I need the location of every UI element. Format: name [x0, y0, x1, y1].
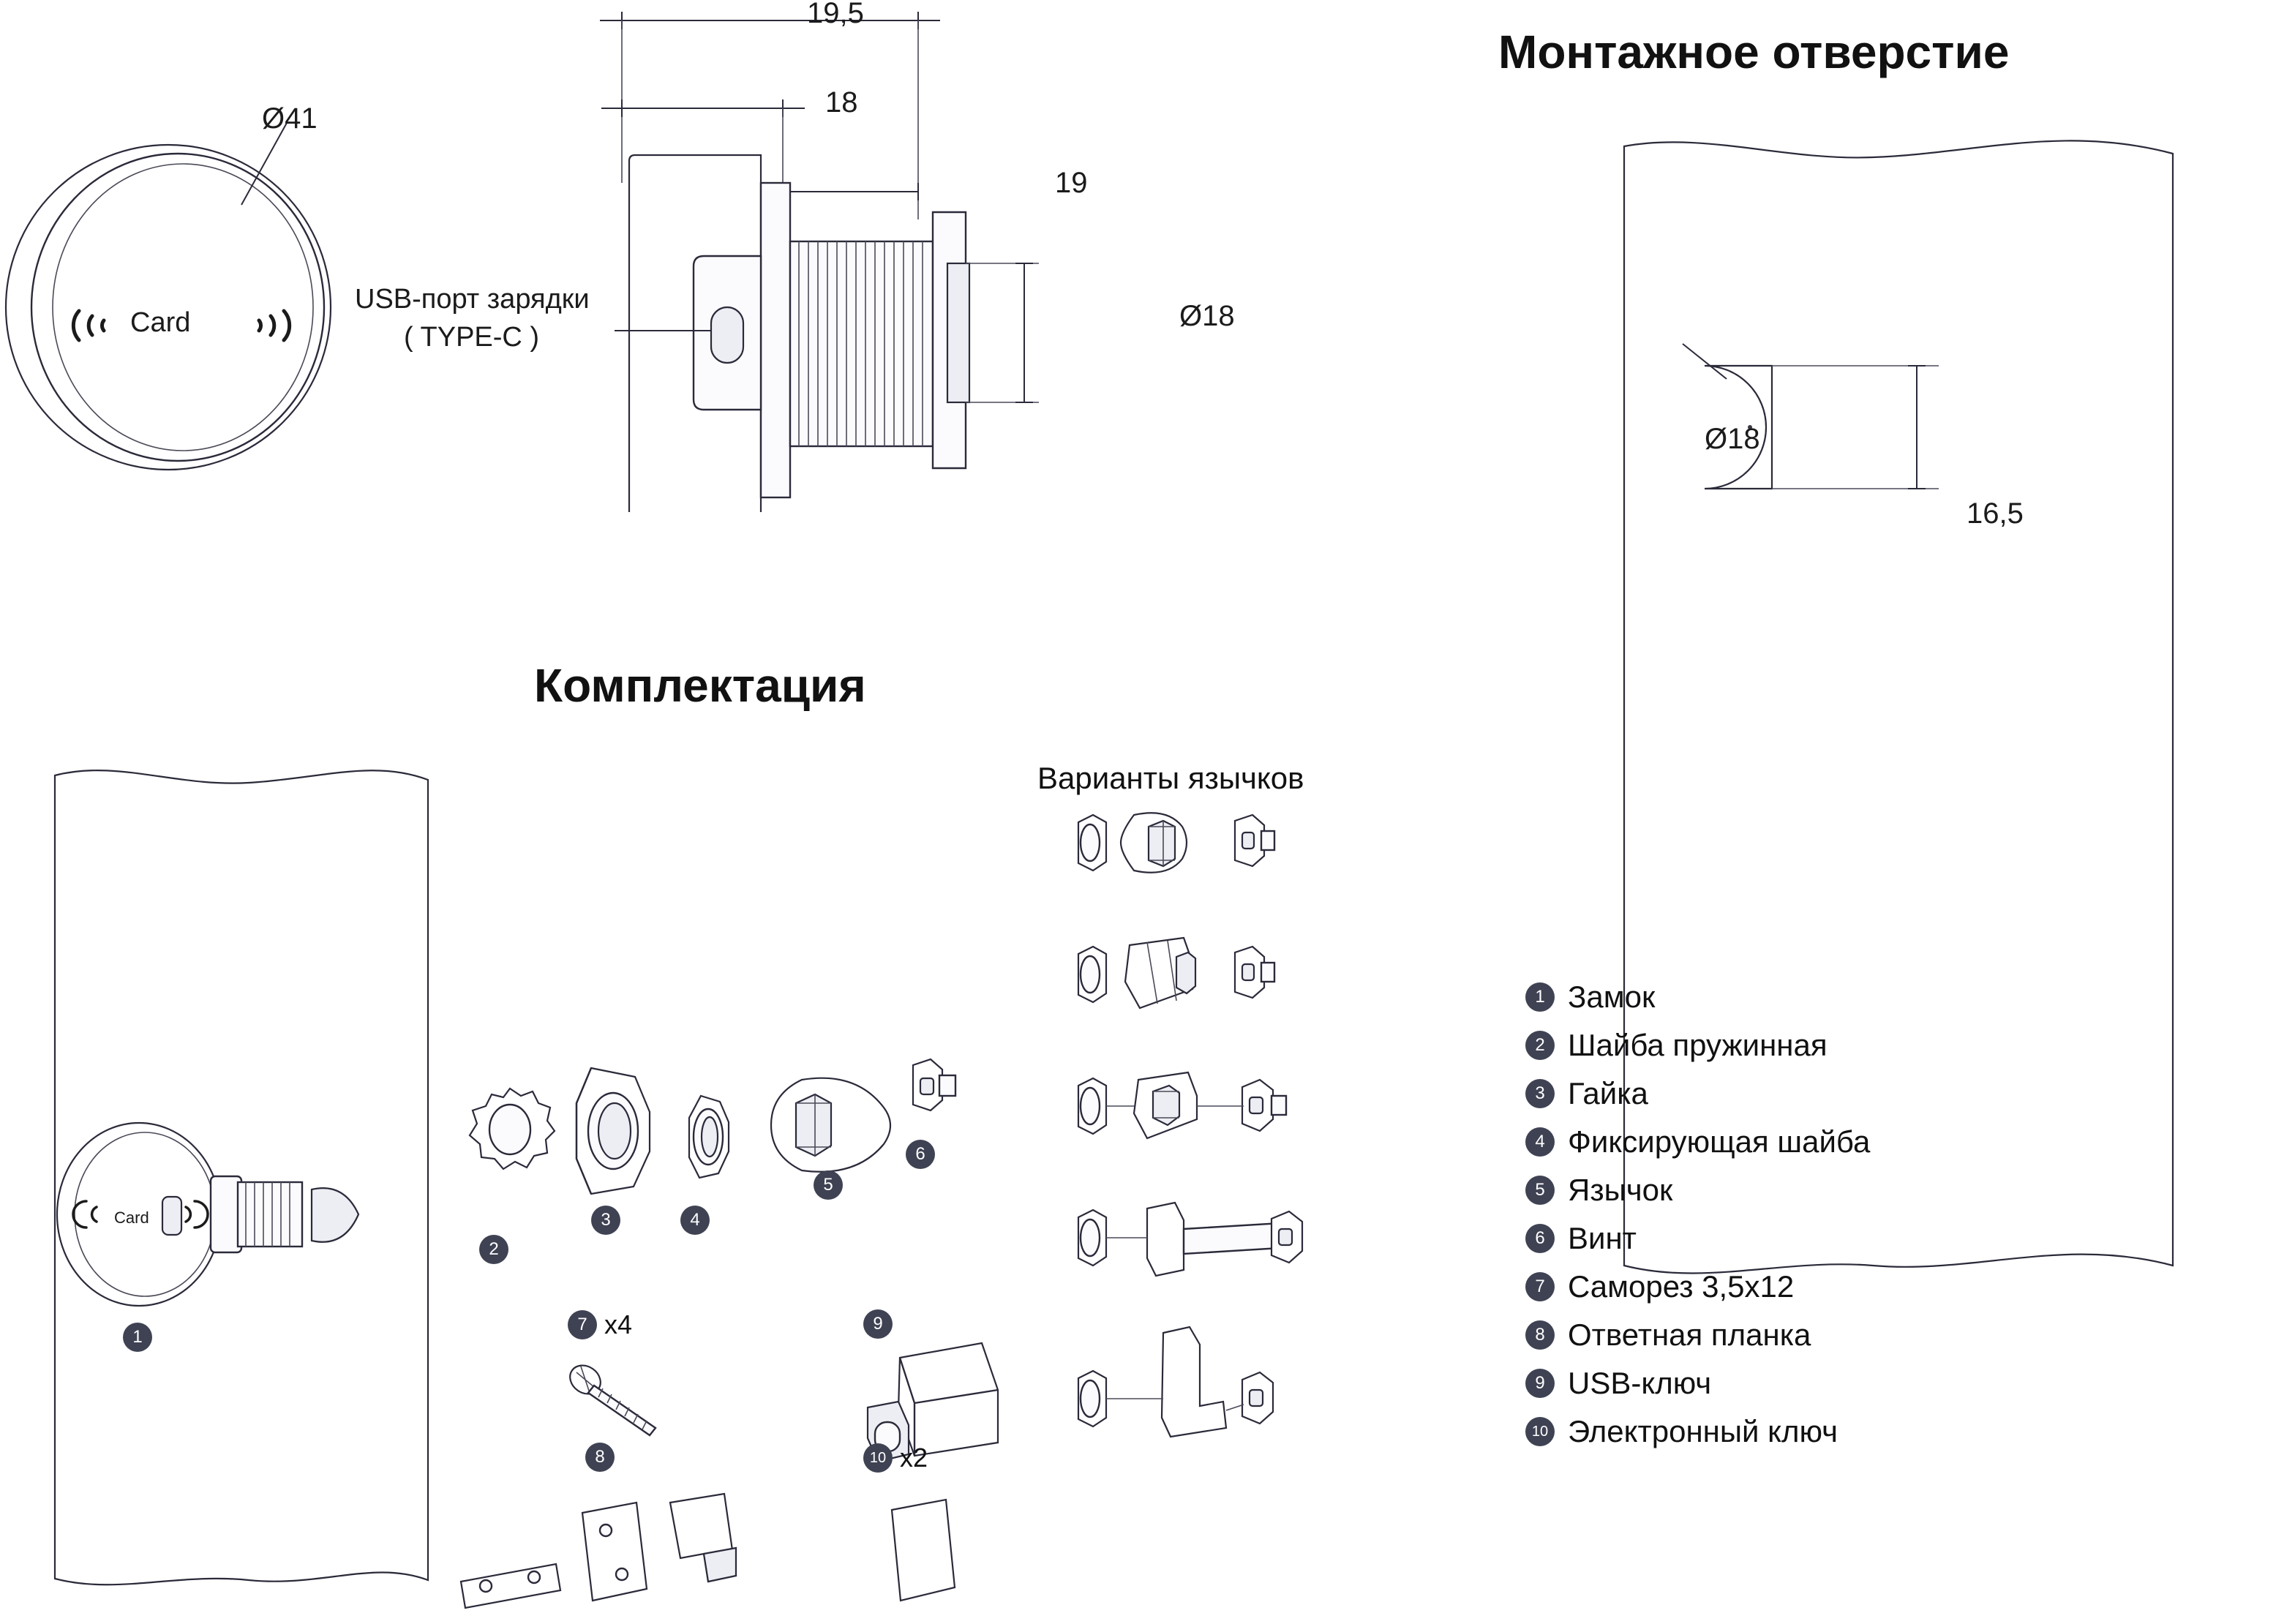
svg-text:Card: Card	[114, 1208, 149, 1227]
tongue-variants-heading: Варианты язычков	[1037, 761, 1304, 795]
exploded-lock-body	[51, 1112, 388, 1317]
marker-lock-number: 1	[123, 1323, 152, 1352]
marker-self-tapping-number: 7	[568, 1310, 597, 1339]
legend-label-3: Фиксирующая шайба	[1568, 1124, 1871, 1159]
legend-bullet-4: 5	[1525, 1176, 1555, 1205]
legend-bullet-9: 10	[1525, 1417, 1555, 1446]
part-strike-plate-set	[446, 1485, 797, 1617]
legend-item-4	[1525, 1166, 1870, 1214]
marker-strike-plate-number: 8	[585, 1443, 615, 1472]
legend-label-5: Винт	[1568, 1221, 1637, 1255]
legend-bullet-5: 6	[1525, 1224, 1555, 1253]
legend-bullet-1: 2	[1525, 1031, 1555, 1060]
legend-list	[1525, 973, 1870, 1456]
part-nut	[556, 1061, 673, 1200]
marker-electronic-key-number: 10	[863, 1443, 893, 1473]
marker-usb-key-number: 9	[863, 1309, 893, 1339]
legend-bullet-7: 8	[1525, 1320, 1555, 1350]
usb-port-label-line1: USB-порт зарядки	[355, 284, 590, 315]
tongue-variants-diagram	[1061, 805, 1412, 1551]
marker-fixing-washer	[680, 1206, 710, 1235]
legend-label-0: Замок	[1568, 980, 1656, 1014]
marker-tongue-number: 5	[814, 1170, 843, 1200]
legend-bullet-8: 9	[1525, 1369, 1555, 1398]
card-text: Card	[130, 307, 191, 338]
legend-label-8: USB-ключ	[1568, 1366, 1712, 1400]
legend-bullet-0: 1	[1525, 982, 1555, 1012]
part-spring-washer	[462, 1081, 557, 1184]
marker-nut-number: 3	[591, 1206, 620, 1235]
part-self-tapping-screw	[563, 1359, 680, 1440]
legend-label-1: Шайба пружинная	[1568, 1028, 1828, 1062]
legend-label-9: Электронный ключ	[1568, 1414, 1838, 1448]
legend-item-6	[1525, 1263, 1870, 1311]
self-tapping-quantity: x4	[604, 1309, 633, 1339]
front-view-diameter-label: Ø41	[262, 102, 318, 135]
marker-self-tapping-screw	[568, 1309, 632, 1340]
legend-bullet-2: 3	[1525, 1079, 1555, 1108]
marker-spring-washer-number: 2	[479, 1235, 508, 1264]
mounting-hole-offset-label: 16,5	[1967, 497, 2024, 530]
electronic-key-quantity: x2	[900, 1443, 928, 1473]
marker-screw-number: 6	[906, 1140, 935, 1169]
legend-item-1	[1525, 1021, 1870, 1069]
part-screw	[891, 1052, 964, 1140]
part-fixing-washer	[667, 1090, 748, 1185]
legend-item-9	[1525, 1407, 1870, 1456]
legend-label-7: Ответная планка	[1568, 1317, 1811, 1352]
marker-spring-washer	[479, 1235, 508, 1264]
legend-label-6: Саморез 3,5х12	[1568, 1269, 1795, 1304]
marker-lock	[123, 1323, 152, 1352]
mounting-hole-heading: Монтажное отверстие	[1498, 26, 2010, 78]
dim-barrel-diameter: Ø18	[1179, 300, 1235, 332]
marker-screw	[906, 1140, 935, 1169]
legend-item-2	[1525, 1069, 1870, 1118]
marker-nut	[591, 1206, 620, 1235]
legend-bullet-6: 7	[1525, 1272, 1555, 1301]
legend-item-8	[1525, 1359, 1870, 1407]
legend-item-5	[1525, 1214, 1870, 1263]
dim-total-length: 19,5	[807, 0, 864, 29]
side-view-diagram	[585, 0, 1127, 512]
part-electronic-key	[874, 1492, 991, 1617]
marker-fixing-washer-number: 4	[680, 1206, 710, 1235]
package-contents-heading: Комплектация	[534, 659, 866, 712]
dim-body-length: 18	[825, 86, 858, 119]
legend-bullet-3: 4	[1525, 1127, 1555, 1157]
legend-label-4: Язычок	[1568, 1173, 1673, 1207]
legend-item-3	[1525, 1118, 1870, 1166]
mounting-hole-diameter-label: Ø18	[1705, 423, 1760, 455]
legend-item-7	[1525, 1311, 1870, 1359]
marker-electronic-key	[863, 1443, 928, 1473]
part-tongue	[761, 1067, 907, 1184]
legend-item-0	[1525, 973, 1870, 1021]
legend-label-2: Гайка	[1568, 1076, 1648, 1110]
marker-strike-plate	[585, 1443, 615, 1472]
marker-tongue	[814, 1170, 843, 1200]
dim-thread-length: 19	[1055, 167, 1088, 199]
usb-port-label-line2: ( TYPE-C )	[404, 322, 540, 353]
